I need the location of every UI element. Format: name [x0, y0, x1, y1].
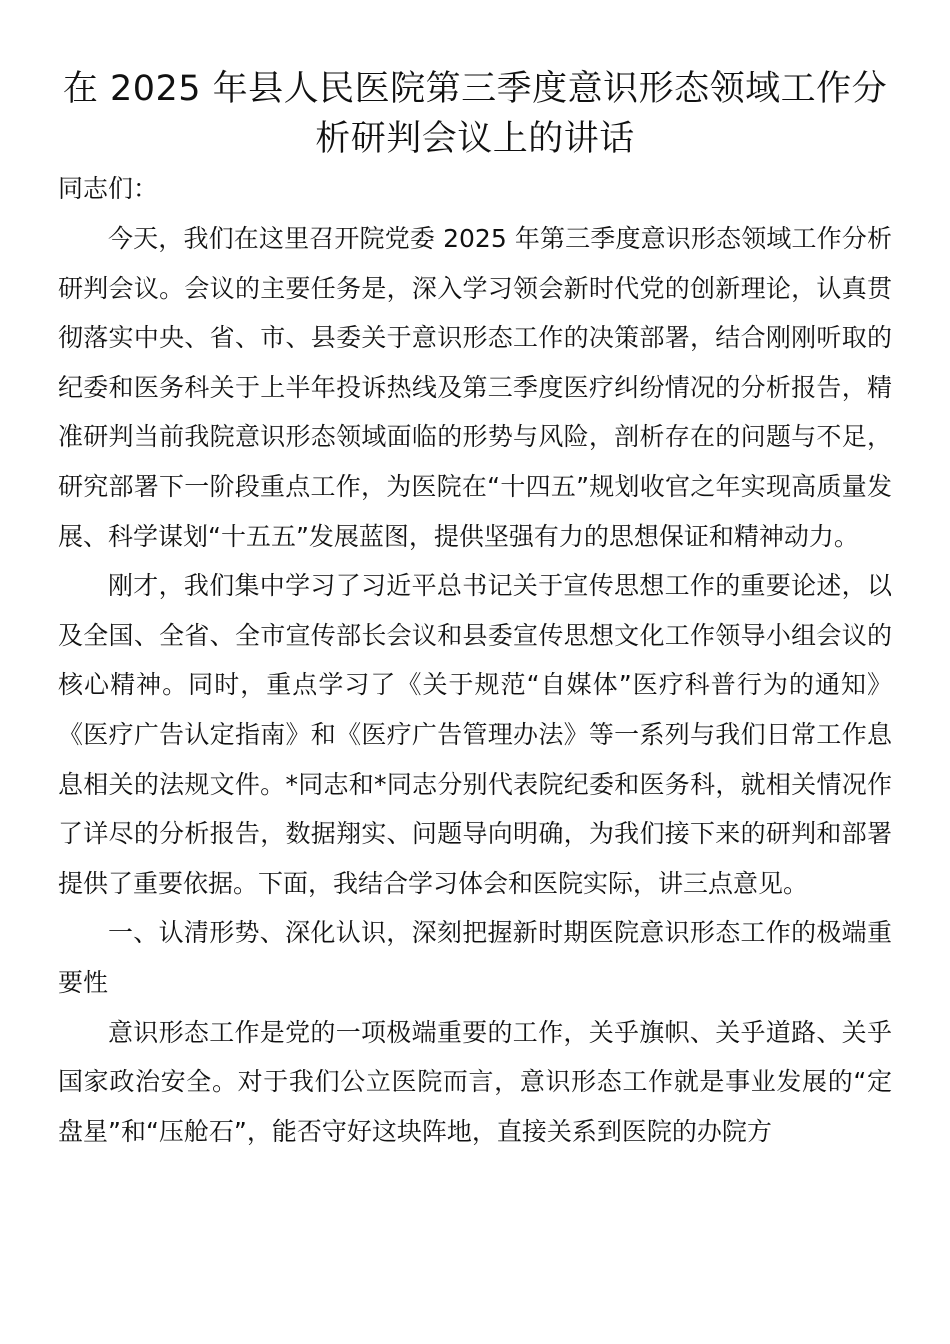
salutation: 同志们：: [58, 174, 159, 203]
document-page: [58, 64, 892, 1156]
paragraph-study-summary: 刚才，我们集中学习了习近平总书记关于宣传思想工作的重要论述，以及全国、全省、全市宣传部长会议和县委宣传思想文化工作领导小组会议的核心精神。同时，重点学习了《关于规范“自媒体”医疗科普行为的通知》《医疗广告认定指南》和《医疗广告管理办法》等一系列与我们日常工作息息相关的法规文件。*同志和*同志分别代表院纪委和医务科，就相关情况作了详尽的分析报告，数据翔实、问题导向明确，为我们接下来的研判和部署提供了重要依据。下面，我结合学习体会和医院实际，讲三点意见。: [58, 571, 892, 898]
document-title: 在 2025 年县人民医院第三季度意识形态领域工作分析研判会议上的讲话: [62, 69, 888, 159]
section-heading-1: 一、认清形势、深化认识，深刻把握新时期医院意识形态工作的极端重要性: [58, 918, 892, 997]
paragraph-opening: 今天，我们在这里召开院党委 2025 年第三季度意识形态领域工作分析研判会议。会议的主要任务是，深入学习领会新时代党的创新理论，认真贯彻落实中央、省、市、县委关于意识形态工作的决策部署，结合刚刚听取的纪委和医务科关于上半年投诉热线及第三季度医疗纠纷情况的分析报告，精准研判当前我院意识形态领域面临的形势与风险，剖析存在的问题与不足，研究部署下一阶段重点工作，为医院在“十四五”规划收官之年实现高质量发展、科学谋划“十五五”发展蓝图，提供坚强有力的思想保证和精神动力。: [58, 224, 893, 551]
section-1-paragraph: 意识形态工作是党的一项极端重要的工作，关乎旗帜、关乎道路、关乎国家政治安全。对于我们公立医院而言，意识形态工作就是事业发展的“定盘星”和“压舱石”，能否守好这块阵地，直接关系到医院的办院方: [58, 1017, 892, 1146]
